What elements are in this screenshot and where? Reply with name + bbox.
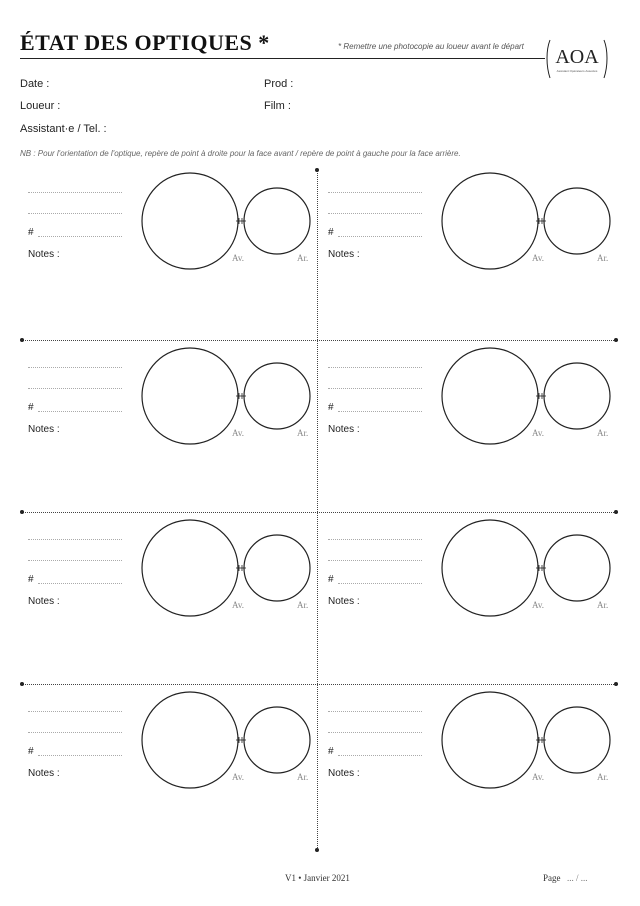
divider-dot xyxy=(20,338,24,342)
aoa-logo xyxy=(546,38,608,80)
front-label: Av. xyxy=(232,772,244,782)
title-rule xyxy=(20,58,545,59)
rear-label: Ar. xyxy=(597,772,609,782)
serial-number-line[interactable] xyxy=(38,411,122,412)
divider-dot xyxy=(20,510,24,514)
rear-lens-circle xyxy=(544,535,610,601)
notes-label: Notes : xyxy=(328,596,360,607)
footer-page-value[interactable]: ... / ... xyxy=(567,873,588,883)
serial-number-label: # xyxy=(328,227,334,238)
serial-number-label: # xyxy=(28,402,34,413)
reference-line[interactable] xyxy=(328,388,422,389)
logo-text: AOA xyxy=(555,46,599,68)
rear-label: Ar. xyxy=(297,600,309,610)
rear-lens-circle xyxy=(244,188,310,254)
front-label: Av. xyxy=(532,772,544,782)
front-lens-circle xyxy=(442,348,538,444)
front-label: Av. xyxy=(232,253,244,263)
reference-line[interactable] xyxy=(328,539,422,540)
date-field[interactable]: Date : xyxy=(20,78,50,90)
rear-lens-circle xyxy=(544,188,610,254)
notes-label: Notes : xyxy=(28,249,60,260)
divider-dot xyxy=(20,682,24,686)
front-label: Av. xyxy=(232,600,244,610)
lens-diagram xyxy=(438,346,623,446)
serial-number-line[interactable] xyxy=(38,583,122,584)
serial-number-label: # xyxy=(328,746,334,757)
rear-label: Ar. xyxy=(297,428,309,438)
rear-label: Ar. xyxy=(297,253,309,263)
serial-number-line[interactable] xyxy=(38,236,122,237)
orientation-note: NB : Pour l'orientation de l'optique, repère de point à droite pour la face avant / repère de point à gauche pour la face arrière. xyxy=(20,149,461,158)
notes-label: Notes : xyxy=(28,768,60,779)
reference-line[interactable] xyxy=(28,213,122,214)
reference-line[interactable] xyxy=(28,732,122,733)
lens-diagram xyxy=(138,690,323,790)
notes-label: Notes : xyxy=(328,424,360,435)
front-label: Av. xyxy=(532,600,544,610)
reference-line[interactable] xyxy=(28,367,122,368)
rear-label: Ar. xyxy=(597,600,609,610)
film-field[interactable]: Film : xyxy=(264,100,291,112)
serial-number-line[interactable] xyxy=(338,411,422,412)
front-lens-circle xyxy=(442,173,538,269)
row-divider xyxy=(22,340,618,341)
footer-page-label: Page xyxy=(543,873,561,883)
serial-number-line[interactable] xyxy=(338,583,422,584)
front-label: Av. xyxy=(532,253,544,263)
reference-line[interactable] xyxy=(28,711,122,712)
lens-diagram xyxy=(138,171,323,271)
reference-line[interactable] xyxy=(28,539,122,540)
rear-lens-circle xyxy=(544,707,610,773)
rear-label: Ar. xyxy=(297,772,309,782)
rear-lens-circle xyxy=(244,535,310,601)
reference-line[interactable] xyxy=(328,711,422,712)
row-divider xyxy=(22,512,618,513)
reference-line[interactable] xyxy=(328,367,422,368)
notes-label: Notes : xyxy=(328,249,360,260)
serial-number-label: # xyxy=(28,574,34,585)
reference-line[interactable] xyxy=(328,192,422,193)
rear-label: Ar. xyxy=(597,428,609,438)
front-label: Av. xyxy=(232,428,244,438)
lens-diagram xyxy=(438,171,623,271)
logo-subtitle: Assistant Opérateurs Associés xyxy=(556,69,598,73)
reference-line[interactable] xyxy=(328,213,422,214)
front-lens-circle xyxy=(142,692,238,788)
front-label: Av. xyxy=(532,428,544,438)
notes-label: Notes : xyxy=(28,424,60,435)
page-title: ÉTAT DES OPTIQUES * xyxy=(20,30,270,55)
divider-dot xyxy=(315,848,319,852)
lens-diagram xyxy=(438,690,623,790)
serial-number-label: # xyxy=(28,746,34,757)
reference-line[interactable] xyxy=(28,560,122,561)
serial-number-label: # xyxy=(28,227,34,238)
notes-label: Notes : xyxy=(28,596,60,607)
photocopy-note: * Remettre une photocopie au loueur avant le départ xyxy=(338,42,524,51)
loueur-field[interactable]: Loueur : xyxy=(20,100,61,112)
lens-diagram xyxy=(138,346,323,446)
reference-line[interactable] xyxy=(28,388,122,389)
front-lens-circle xyxy=(142,173,238,269)
serial-number-line[interactable] xyxy=(38,755,122,756)
serial-number-label: # xyxy=(328,574,334,585)
serial-number-line[interactable] xyxy=(338,236,422,237)
divider-dot xyxy=(614,510,618,514)
reference-line[interactable] xyxy=(328,560,422,561)
rear-lens-circle xyxy=(244,363,310,429)
front-lens-circle xyxy=(442,692,538,788)
front-lens-circle xyxy=(142,520,238,616)
front-lens-circle xyxy=(142,348,238,444)
divider-dot xyxy=(614,338,618,342)
reference-line[interactable] xyxy=(328,732,422,733)
lens-diagram xyxy=(438,518,623,618)
rear-label: Ar. xyxy=(597,253,609,263)
footer-version: V1 • Janvier 2021 xyxy=(285,873,350,883)
row-divider xyxy=(22,684,618,685)
serial-number-label: # xyxy=(328,402,334,413)
rear-lens-circle xyxy=(544,363,610,429)
notes-label: Notes : xyxy=(328,768,360,779)
lens-diagram xyxy=(138,518,323,618)
reference-line[interactable] xyxy=(28,192,122,193)
prod-field[interactable]: Prod : xyxy=(264,78,294,90)
front-lens-circle xyxy=(442,520,538,616)
serial-number-line[interactable] xyxy=(338,755,422,756)
rear-lens-circle xyxy=(244,707,310,773)
assistant-field[interactable]: Assistant·e / Tel. : xyxy=(20,123,107,135)
divider-dot xyxy=(614,682,618,686)
